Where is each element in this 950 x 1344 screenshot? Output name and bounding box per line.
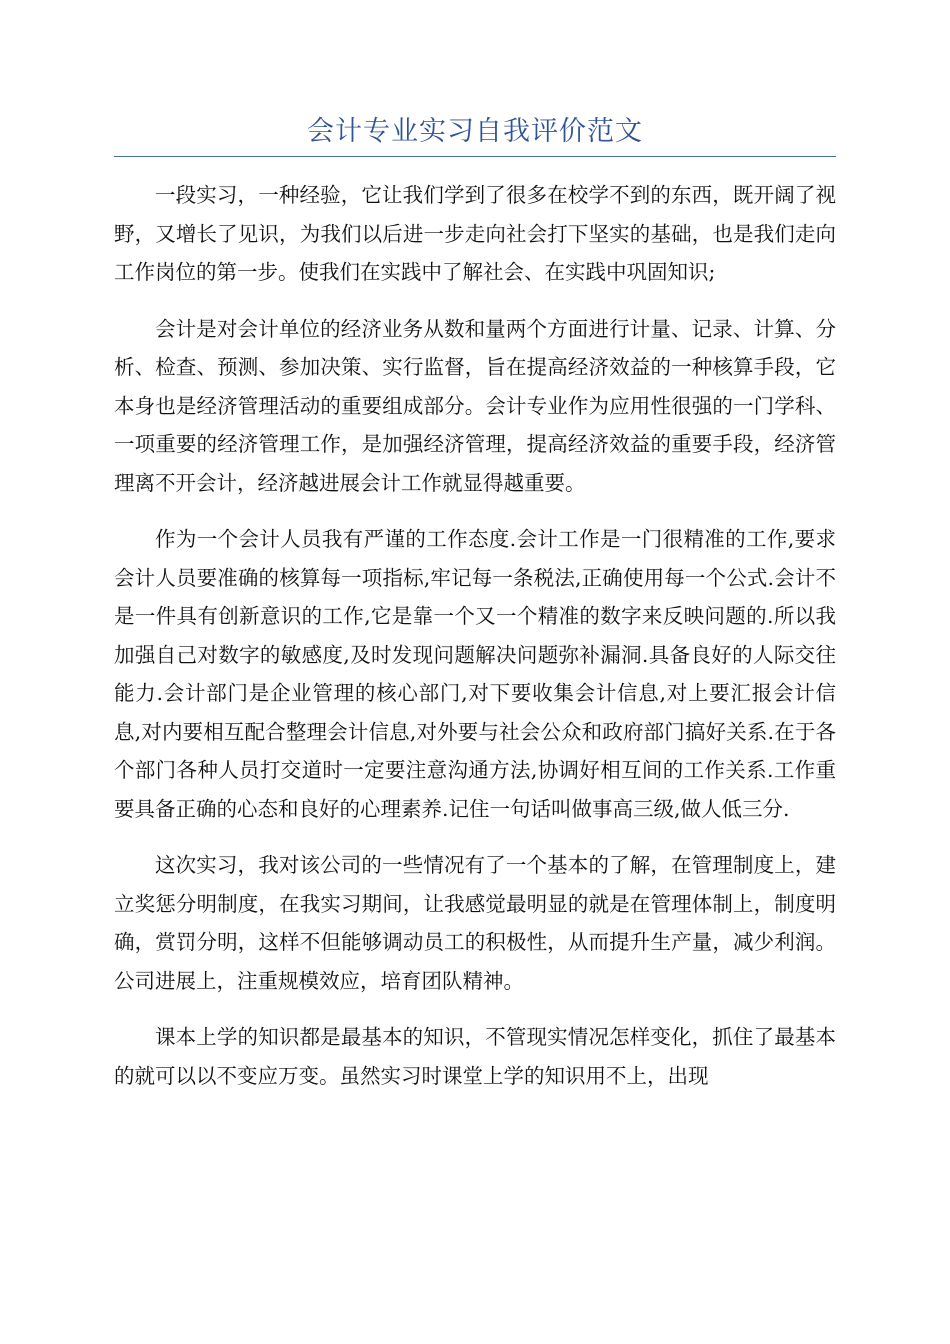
paragraph-4: 这次实习，我对该公司的一些情况有了一个基本的了解，在管理制度上，建立奖惩分明制度，在我实习期间，让我感觉最明显的就是在管理体制上，制度明确，赏罚分明，这样不但能够调动员工的积极性，从而提升生产量，减少利润。公司进展上，注重规模效应，培育团队精神。 [114,853,836,993]
paragraph-2: 会计是对会计单位的经济业务从数和量两个方面进行计量、记录、计算、分析、检查、预测、参加决策、实行监督，旨在提高经济效益的一种核算手段，它本身也是经济管理活动的重要组成部分。会计专业作为应用性很强的一门学科、一项重要的经济管理工作，是加强经济管理，提高经济效益的重要手段，经济管理离不开会计，经济越进展会计工作就显得越重要。 [114,316,836,495]
paragraph-3: 作为一个会计人员我有严谨的工作态度.会计工作是一门很精准的工作,要求会计人员要准确的核算每一项指标,牢记每一条税法,正确使用每一个公式.会计不是一件具有创新意识的工作,它是靠一个又一个精准的数字来反映问题的.所以我加强自己对数字的敏感度,及时发现问题解决问题弥补漏洞.具备良好的人际交往能力.会计部门是企业管理的核心部门,对下要收集会计信息,对上要汇报会计信息,对内要相互配合整理会计信息,对外要与社会公众和政府部门搞好关系.在于各个部门各种人员打交道时一定要注意沟通方法,协调好相互间的工作关系.工作重要具备正确的心态和良好的心理素养.记住一句话叫做事高三级,做人低三分. [114,527,836,821]
paragraph-5: 课本上学的知识都是最基本的知识，不管现实情况怎样变化，抓住了最基本的就可以以不变应万变。虽然实习时课堂上学的知识用不上，出现 [114,1025,836,1088]
paragraph-1: 一段实习，一种经验，它让我们学到了很多在校学不到的东西，既开阔了视野，又增长了见识，为我们以后进一步走向社会打下坚实的基础，也是我们走向工作岗位的第一步。使我们在实践中了解社会、在实践中巩固知识; [114,183,836,284]
document-body [114,176,836,1113]
page-title: 会计专业实习自我评价范文 [307,116,643,147]
title-block [114,112,836,157]
